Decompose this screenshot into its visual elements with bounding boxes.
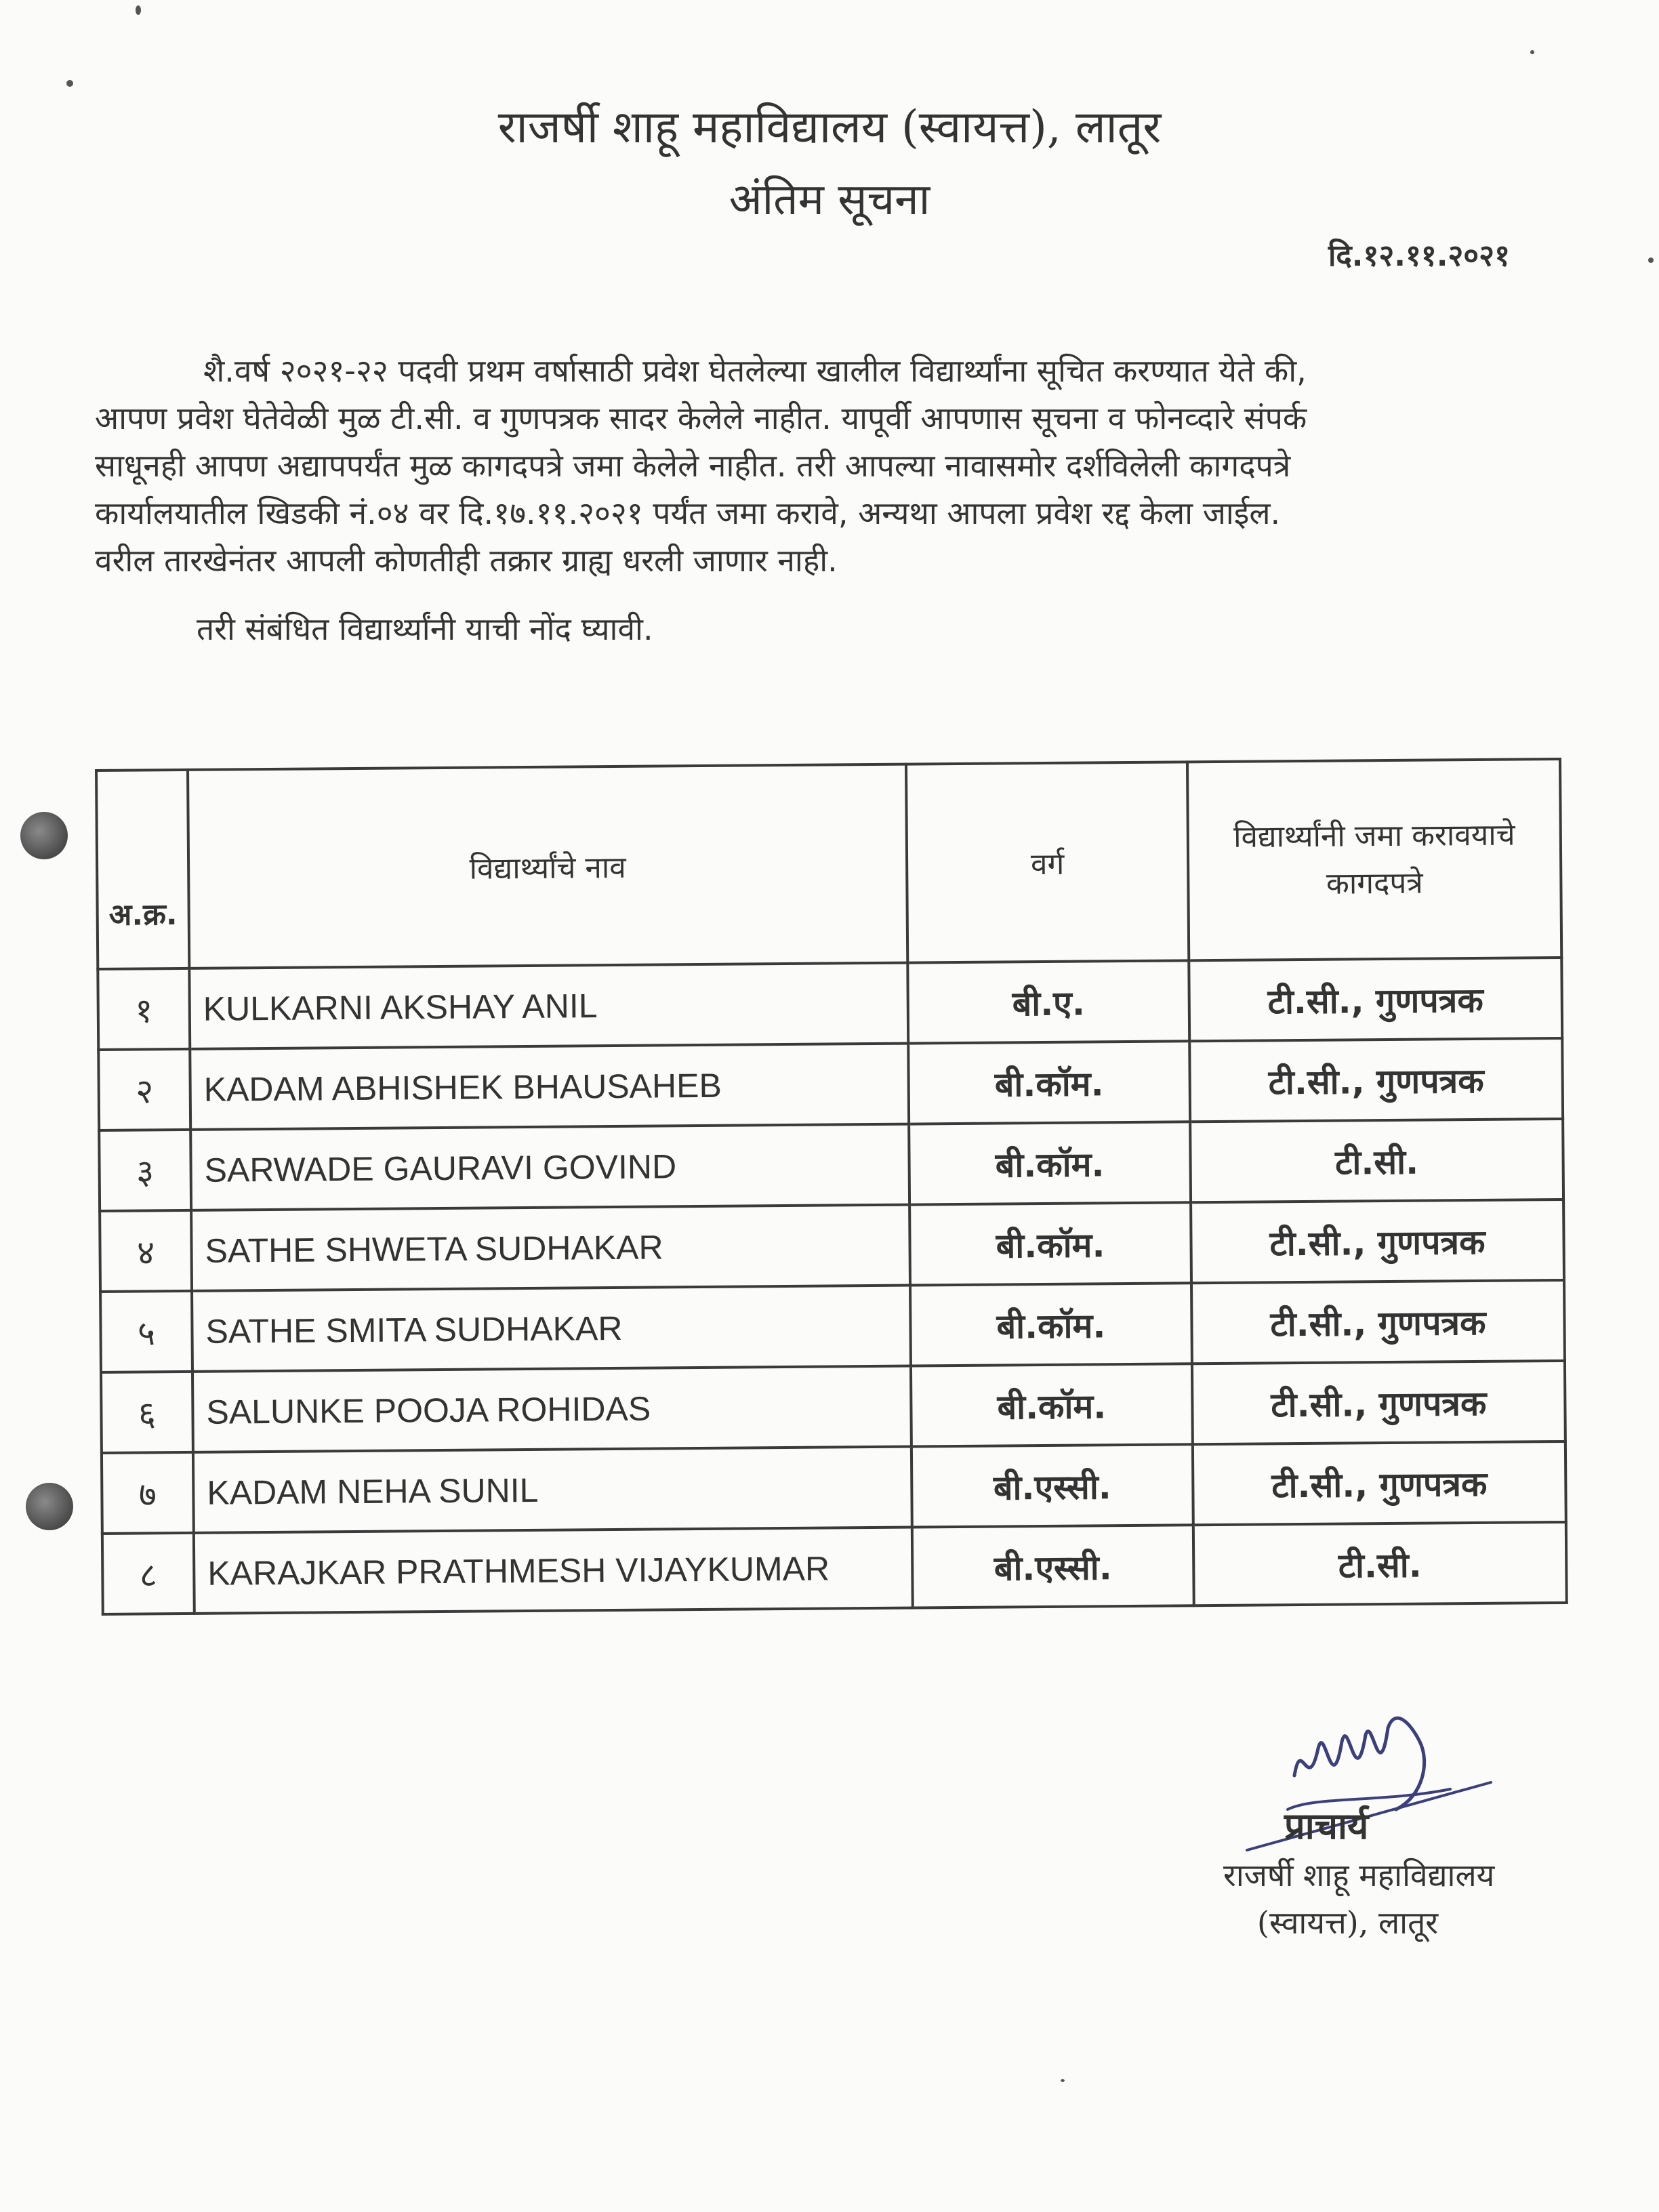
row-student-name: SALUNKE POOJA ROHIDAS (192, 1366, 912, 1452)
punch-hole (20, 812, 68, 859)
scan-speck (1530, 50, 1534, 54)
row-class: बी.कॉम. (910, 1283, 1192, 1366)
row-student-name: KADAM ABHISHEK BHAUSAHEB (190, 1044, 909, 1130)
row-class: बी.कॉम. (909, 1202, 1191, 1285)
row-documents: टी.सी., गुणपत्रक (1193, 1441, 1566, 1525)
table-row (102, 1441, 1566, 1534)
row-student-name: KARAJKAR PRATHMESH VIJAYKUMAR (194, 1528, 913, 1614)
table-row (98, 958, 1562, 1050)
row-student-name: KADAM NEHA SUNIL (193, 1447, 912, 1533)
row-class: बी.एस्सी. (912, 1444, 1193, 1527)
students-table (95, 758, 1568, 1616)
row-documents: टी.सी., गुणपत्रक (1189, 1038, 1563, 1122)
body-line-2: आपण प्रवेश घेतेवेळी मुळ टी.सी. व गुणपत्रक सादर केलेले नाहीत. यापूर्वी आपणास सूचना व फोनव्दारे संपर्क (95, 400, 1307, 436)
table-row (98, 1038, 1563, 1130)
body-line-1: शै.वर्ष २०२१-२२ पदवी प्रथम वर्षासाठी प्रवेश घेतलेल्या खालील विद्यार्थ्यांना सूचित करण्यात येते की, (203, 352, 1307, 389)
row-serial: ५ (100, 1291, 192, 1372)
table-header-row (96, 759, 1561, 969)
row-student-name: SATHE SHWETA SUDHAKAR (191, 1205, 910, 1291)
row-student-name: SATHE SMITA SUDHAKAR (192, 1286, 911, 1372)
punch-hole (26, 1483, 73, 1530)
row-documents: टी.सी., गुणपत्रक (1191, 1200, 1564, 1283)
body-line-5: वरील तारखेनंतर आपली कोणतीही तक्रार ग्राह्य धरली जाणार नाही. (95, 542, 838, 579)
row-serial: ६ (101, 1372, 193, 1453)
scan-speck (1648, 258, 1654, 263)
row-serial: ७ (102, 1452, 194, 1534)
row-class: बी.कॉम. (909, 1122, 1191, 1204)
row-class: बी.कॉम. (911, 1364, 1193, 1446)
row-serial: ८ (102, 1533, 194, 1614)
table-row (100, 1280, 1565, 1372)
table-row (102, 1522, 1567, 1614)
row-documents: टी.सी. (1190, 1119, 1563, 1202)
row-student-name: SARWADE GAURAVI GOVIND (190, 1124, 909, 1210)
closing-line: तरी संबंधित विद्यार्थ्यांनी याची नोंद घ्यावी. (197, 611, 653, 647)
header-serial: अ.क्र. (96, 770, 189, 969)
signatory-place: (स्वायत्त), लातूर (1257, 1904, 1439, 1941)
row-serial: ४ (100, 1210, 192, 1292)
header-documents-line1: विद्यार्थ्यांनी जमा करावयाचे (1233, 817, 1515, 855)
notice-title: अंतिम सूचना (729, 175, 930, 225)
row-class: बी.एस्सी. (912, 1525, 1194, 1607)
table-row (101, 1361, 1565, 1453)
row-serial: २ (98, 1049, 190, 1130)
scan-speck (66, 80, 73, 87)
row-serial: १ (98, 968, 190, 1050)
header-class: वर्ग (906, 762, 1189, 962)
row-student-name: KULKARNI AKSHAY ANIL (189, 963, 908, 1049)
college-name: राजर्षी शाहू महाविद्यालय (स्वायत्त), लातूर (497, 101, 1162, 153)
row-serial: ३ (99, 1130, 191, 1211)
header-documents-line2: कागदपत्रे (1326, 865, 1423, 901)
body-line-3: साधूनही आपण अद्यापपर्यंत मुळ कागदपत्रे जमा केलेले नाहीत. तरी आपल्या नावासमोर दर्शविलेली कागदपत्रे (95, 447, 1291, 484)
notice-date: दि.१२.११.२०२१ (1328, 239, 1510, 273)
header-documents (1187, 759, 1561, 960)
scan-speck (136, 5, 141, 15)
table-row (100, 1200, 1564, 1292)
header-student-name: विद्यार्थ्यांचे नाव (188, 764, 907, 968)
signatory-title: प्राचार्य (1284, 1804, 1369, 1847)
row-class: बी.कॉम. (908, 1041, 1190, 1124)
row-documents: टी.सी., गुणपत्रक (1192, 1361, 1565, 1444)
signatory-college: राजर्षी शाहू महाविद्यालय (1223, 1857, 1495, 1893)
table-row (99, 1119, 1563, 1211)
scan-speck (1061, 2079, 1065, 2082)
row-documents: टी.सी., गुणपत्रक (1189, 958, 1562, 1041)
body-line-4: कार्यालयातील खिडकी नं.०४ वर दि.१७.११.२०२१ पर्यंत जमा करावे, अन्यथा आपला प्रवेश रद्द केला जाईल. (95, 495, 1281, 531)
row-documents: टी.सी. (1193, 1522, 1567, 1605)
row-documents: टी.सी., गुणपत्रक (1191, 1280, 1565, 1364)
row-class: बी.ए. (907, 960, 1189, 1043)
